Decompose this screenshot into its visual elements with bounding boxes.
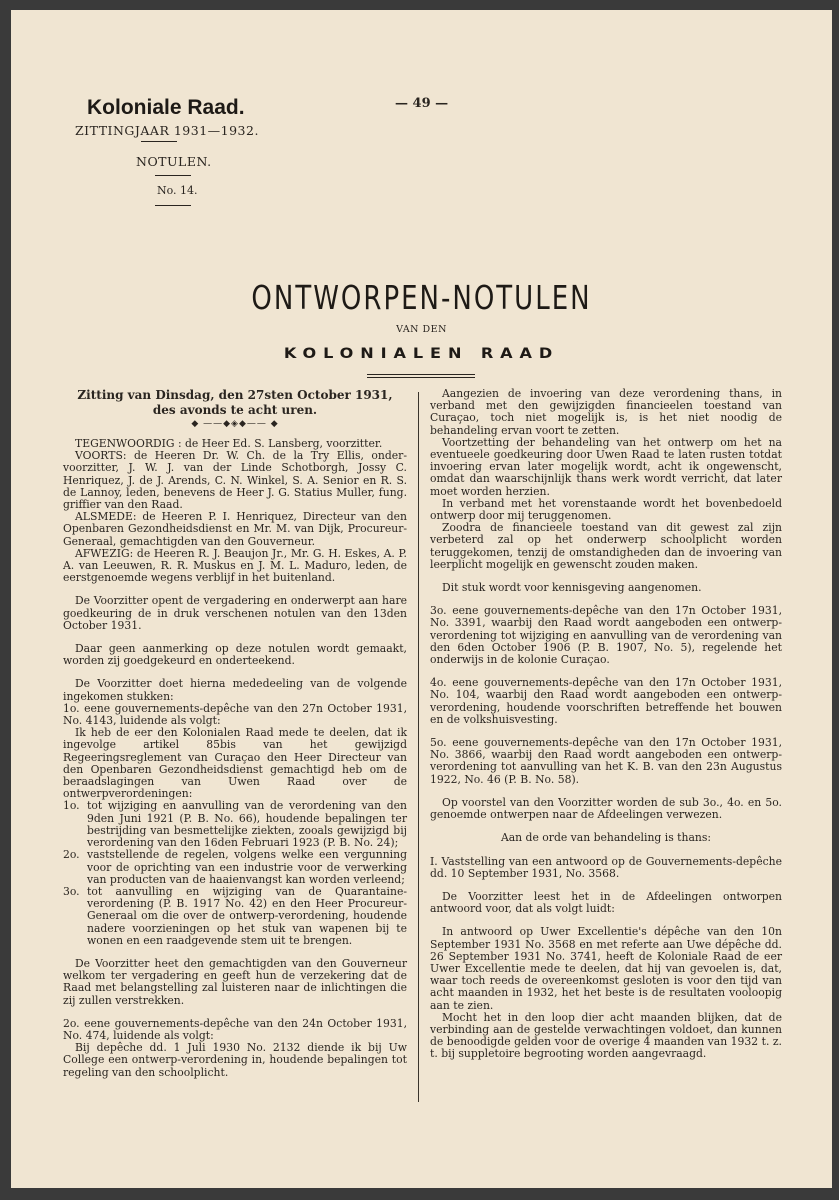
document-page — [11, 10, 832, 1188]
list-number: 3o. — [63, 884, 80, 898]
item-5-paragraph: 5o. eene gouvernements-depêche van den 17n October 1931, No. 3866, waarbij den Raad wordt aangeboden een ontwerp-verordening tot aanvulling van het K. B. van den 23n Augustus 1922, No. 46 (P. B. No. 58). — [430, 736, 782, 786]
divider — [155, 175, 191, 176]
notulen-label: NOTULEN. — [136, 154, 212, 169]
session-year: ZITTINGJAAR 1931—1932. — [75, 123, 259, 138]
session-heading-line2: des avonds te acht uren. — [152, 403, 318, 417]
list-text: vaststellende de regelen, volgens welke een vergunning voor de oprichting van een industrie voor de verwerking van producten van de haaienvangst kan worden verleend; — [87, 848, 407, 886]
depeche-paragraph: Bij depêche dd. 1 Juli 1930 No. 2132 diende ik bij Uw College een ontwerp-verordening in, houdende bepalingen tot regeling van den schoolplicht. — [63, 1041, 407, 1079]
item-3-paragraph: 3o. eene gouvernements-depêche van den 17n October 1931, No. 3391, waarbij den Raad wordt aangeboden een ontwerp-verordening tot wijziging en aanvulling van de verordening van den 6den October 1906 (P. B. 1907, No. 5), regelende het onderwijs in de kolonie Curaçao. — [430, 604, 782, 667]
verband-paragraph: In verband met het vorenstaande wordt het bovenbedoeld ontwerp door mij teruggenomen. — [430, 496, 782, 523]
reading-paragraph: De Voorzitter leest het in de Afdeelingen ontworpen antwoord voor, dat als volgt luidt: — [430, 889, 782, 916]
council-name: Koloniale Raad. — [87, 96, 245, 119]
issue-number: No. 14. — [157, 184, 198, 197]
divider — [155, 205, 191, 206]
afwezig-paragraph: AFWEZIG: de Heeren R. J. Beaujon Jr., Mr. G. H. Eskes, A. P. A. van Leeuwen, R. R. Muskus en J. M. L. Maduro, leden, de eerstgenoemde wegens verblijf in het buitenland. — [63, 546, 407, 585]
voortzetting-paragraph: Voortzetting der behandeling van het ontwerp om het na eventueele goedkeuring door Uwen Raad te laten rusten totdat invoering ervan later mogelijk wordt, acht ik ongewenscht, omdat dan waarschijnlijk thans werk wordt verricht, dat later moet worden herzien. — [430, 435, 782, 498]
welcome-paragraph: De Voorzitter heet den gemachtigden van den Gouverneur welkom ter vergadering en geeft hun de verzekering dat de Raad met belangstelling zal luisteren naar de inlichtingen die zij zullen verstrekken. — [63, 956, 407, 1007]
title-rule-bottom — [367, 377, 475, 378]
column-divider — [418, 392, 419, 1102]
letter-paragraph: Ik heb de eer den Kolonialen Raad mede te deelen, dat ik ingevolge artikel 85bis van het gewijzigd Regeeringsreglement van Curaçao den Heer Directeur van den Openbaren Gezondheidsdienst gemachtigd heb om de beraadslagingen van Uwen Raad over de ontwerpverordeningen: — [63, 726, 407, 801]
list-text: tot wijziging en aanvulling van de verordening van den 9den Juni 1921 (P. B. No. 66), houdende bepalingen ter bestrijding van besmettelijke ziekten, zooals gewijzigd bij verordening van den 16den Februari 1923 (P. B. No. 24); — [87, 799, 407, 850]
list-item — [63, 800, 407, 849]
kennisgeving-paragraph: Dit stuk wordt voor kennisgeving aangenomen. — [442, 581, 702, 595]
list-number: 1o. — [63, 799, 80, 813]
voorts-paragraph: VOORTS: de Heeren Dr. W. Ch. de la Try Ellis, onder-voorzitter, J. W. J. van der Linde Schotborgh, Jossy C. Henriquez, J. de J. Arends, C. N. Winkel, S. A. Senior en R. S. de Lannoy, leden, benevens de Heer J. G. Statius Muller, fung. griffier van den Raad. — [63, 449, 407, 512]
page-number: — 49 — — [395, 96, 449, 111]
left-column — [63, 388, 407, 1079]
approval-paragraph: Daar geen aanmerking op deze notulen wordt gemaakt, worden zij goedgekeurd en onderteekend. — [63, 642, 407, 668]
agenda-item-I: I. Vaststelling van een antwoord op de Gouvernements-depêche dd. 10 September 1931, No. 3568. — [430, 854, 782, 880]
ornament-divider: ◆ ——◆◈◆—— ◆ — [191, 419, 279, 429]
mocht-paragraph: Mocht het in den loop dier acht maanden blijken, dat de verbinding aan de gestelde verwachtingen voldoet, dan kunnen de benoodigde gelden voor de overige 4 maanden van 1932 t. z. t. bij suppletoire begrooting worden aangevraagd. — [430, 1010, 782, 1061]
aangezien-paragraph: Aangezien de invoering van deze verordening thans, in verband met den gewijzigden financieelen toestand van Curaçao, toch niet mogelijk is, is het niet noodig de behandeling ervan voort te zetten. — [430, 387, 782, 437]
list-number: 2o. — [63, 848, 80, 862]
opening-paragraph: De Voorzitter opent de vergadering en onderwerpt aan hare goedkeuring de in druk verschenen notulen van den 13den October 1931. — [63, 594, 407, 632]
item-4-paragraph: 4o. eene gouvernements-depêche van den 17n October 1931, No. 104, waarbij den Raad wordt aangeboden een ontwerp-verordening, houdende voorschriften betreffende het bouwen en de volkshuisvesting. — [430, 676, 782, 726]
session-heading-line1: Zitting van Dinsdag, den 27sten October 1931, — [77, 388, 393, 402]
item-1-paragraph: 1o. eene gouvernements-depêche van den 27n October 1931, No. 4143, luidende als volgt: — [63, 701, 407, 728]
title-kolonialen-raad: KOLONIALEN RAAD — [283, 346, 560, 362]
zoodra-paragraph: Zoodra de financieele toestand van dit gewest zal zijn verbeterd zal op het onderwerp schoolplicht worden teruggekomen, tenzij de omstandigheden dan de invoering van leerplicht mogelijk en gewenscht zouden maken. — [430, 521, 782, 571]
list-text: tot aanvulling en wijziging van de Quarantaine-verordening (P. B. 1917 No. 42) en den Heer Procureur-Generaal om die over de ontwerp-verordening, houdende nadere voorzieningen op het stuk van wapenen bij te wonen en een raadgevende stem uit te brengen. — [87, 884, 407, 947]
list-item — [63, 849, 407, 886]
title-van-den: VAN DEN — [396, 324, 447, 335]
tegenwoordig-paragraph: TEGENWOORDIG : de Heer Ed. S. Lansberg, voorzitter. — [75, 437, 383, 450]
announcement-paragraph: De Voorzitter doet hierna mededeeling van de volgende ingekomen stukken: — [63, 677, 407, 703]
title-rule-top — [367, 374, 475, 375]
divider — [141, 141, 177, 142]
right-column — [430, 388, 782, 1061]
alsmede-paragraph: ALSMEDE: de Heeren P. I. Henriquez, Directeur van den Openbaren Gezondheidsdienst en Mr. M. van Dijk, Procureur-Generaal, gemachtigden van den Gouverneur. — [63, 510, 407, 548]
referral-paragraph: Op voorstel van den Voorzitter worden de sub 3o., 4o. en 5o. genoemde ontwerpen naar de Afdeelingen verwezen. — [430, 795, 782, 822]
answer-paragraph: In antwoord op Uwer Excellentie's dépêche van den 10n September 1931 No. 3568 en met referte aan Uwe dépêche dd. 26 September 1931 No. 3741, heeft de Koloniale Raad de eer Uwer Excellentie mede te deelen, dat hij van gevoelen is, dat, waar toch reeds de overeenkomst gesloten is voor den tijd van acht maanden in 1932, het het beste is de resultaten vooloopig aan te zien. — [430, 925, 782, 1012]
item-2-paragraph: 2o. eene gouvernements-depêche van den 24n October 1931, No. 474, luidende als volgt: — [63, 1016, 407, 1042]
agenda-heading: Aan de orde van behandeling is thans: — [500, 831, 712, 845]
document-title: ONTWORPEN-NOTULEN — [251, 280, 592, 318]
list-item — [63, 886, 407, 947]
